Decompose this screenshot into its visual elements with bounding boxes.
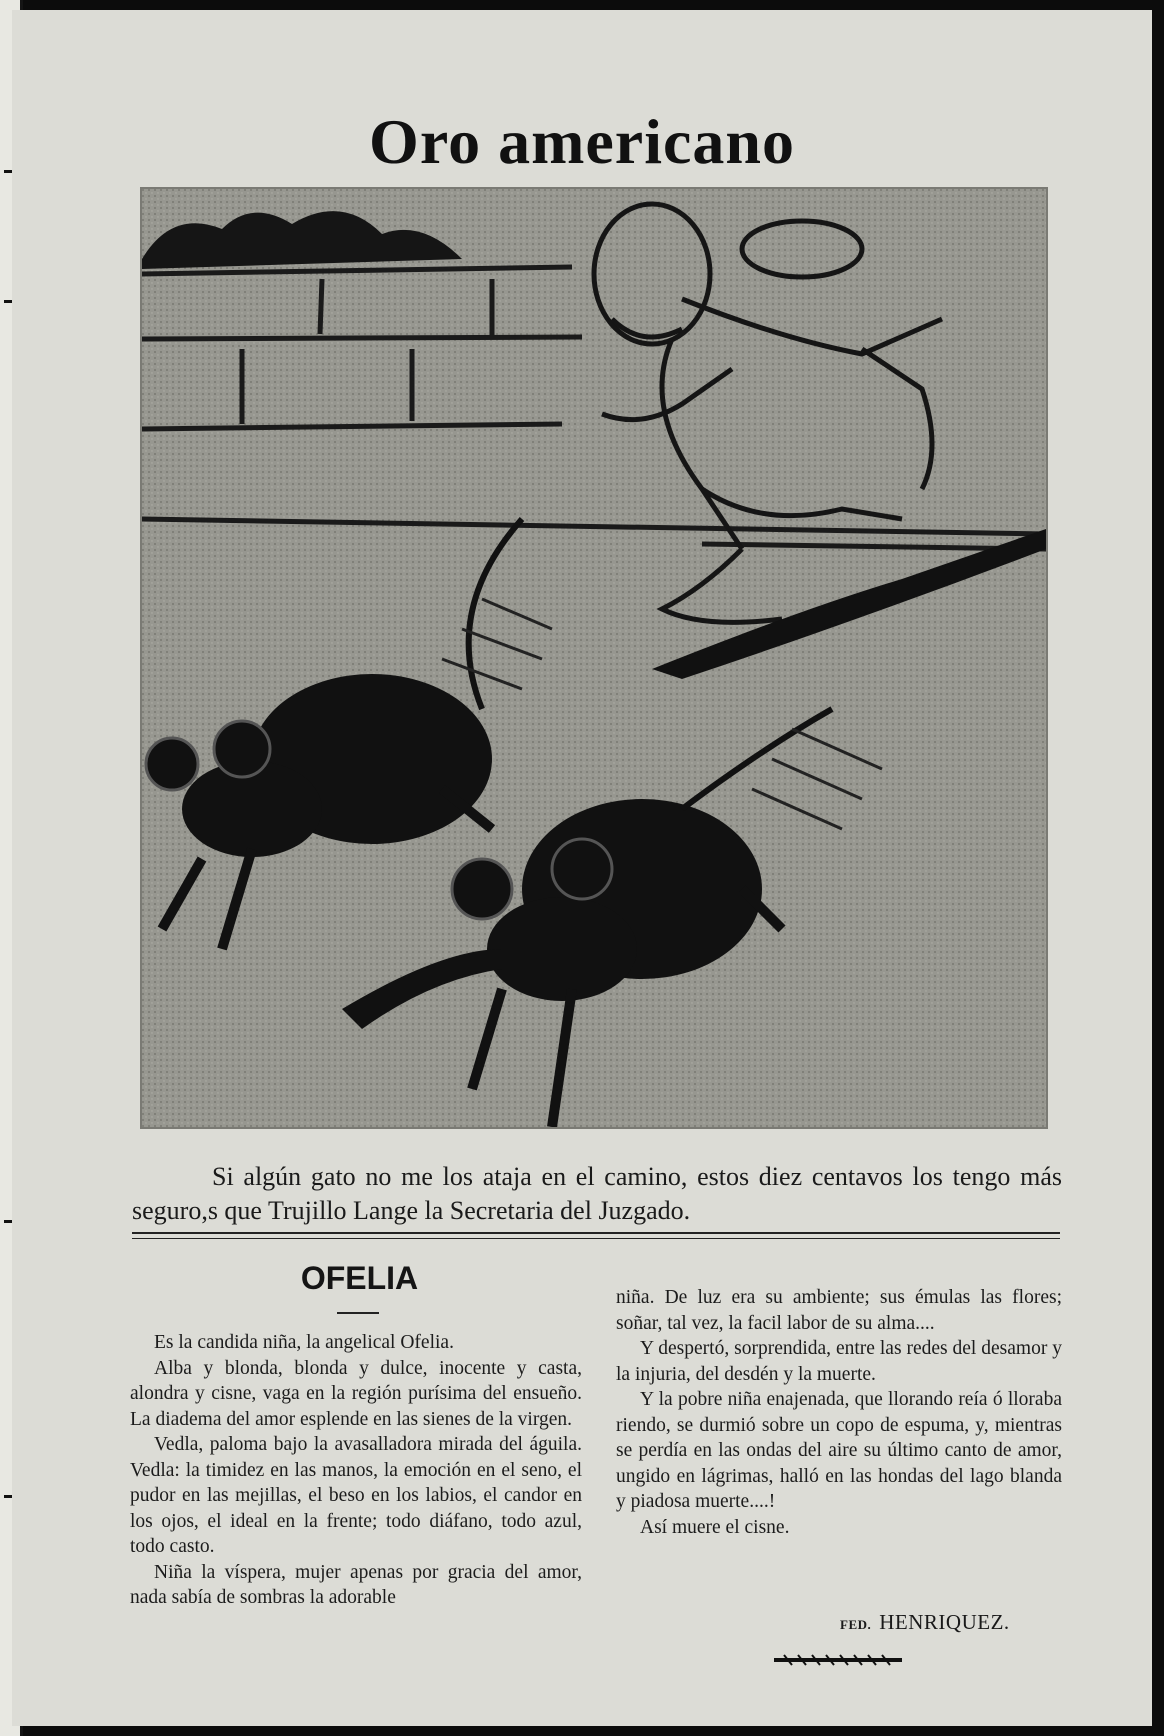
signature-prefix: FED.	[840, 1617, 872, 1632]
article-title: OFELIA	[300, 1260, 419, 1296]
page-title: Oro americano	[369, 106, 795, 177]
article-paragraph: Y despertó, sorprendida, entre las redes del desamor y la injuria, del desdén y la muerte.	[616, 1338, 1062, 1385]
article-paragraph-continued: niña. De luz era su ambiente; sus émulas las flores; soñar, tal vez, la facil labor de su alma....	[616, 1287, 1062, 1334]
section-divider	[132, 1232, 1060, 1234]
article-paragraph: Y la pobre niña enajenada, que llorando reía ó lloraba riendo, se durmió sobre un copo de espuma, y, mientras se perdía en las ondas del aire su último canto de amor, ungido en lágrimas, halló en las hondas del lago blanda y piadosa muerte....!	[616, 1389, 1062, 1512]
signature-name: HENRIQUEZ.	[879, 1610, 1010, 1634]
cartoon-caption: Si algún gato no me los ataja en el camino, estos diez centavos los tengo más seguro,s que Trujillo Lange la Secretaria del Juzgado.	[132, 1162, 1062, 1225]
article-paragraph: Es la candida niña, la angelical Ofelia.	[154, 1332, 454, 1353]
cartoon-illustration	[140, 187, 1048, 1129]
article-paragraph: Así muere el cisne.	[640, 1516, 790, 1538]
title-underline	[337, 1312, 379, 1314]
article-paragraph: Niña la víspera, mujer apenas por gracia del amor, nada sabía de sombras la adorable	[130, 1561, 582, 1608]
article-paragraph: Vedla, paloma bajo la avasalladora mirada del águila. Vedla: la timidez en las manos, la emoción en el seno, el pudor en las mejillas, el beso en los labios, el candor en los ojos, el ideal en la frente; todo diáfano, todo azul, todo casto.	[130, 1434, 582, 1557]
cartoon-drawing	[142, 189, 1046, 1127]
article-column-right	[616, 1285, 1062, 1540]
end-ornament	[774, 1653, 902, 1667]
article-paragraph: Alba y blonda, blonda y dulce, inocente y casta, alondra y cisne, vaga en la región purísima del ensueño. La diadema del amor esplende en las sienes de la virgen.	[130, 1357, 582, 1430]
author-signature	[840, 1610, 1010, 1635]
section-divider-thin	[132, 1238, 1060, 1239]
magazine-page	[12, 10, 1152, 1726]
article-column-left	[130, 1330, 582, 1611]
